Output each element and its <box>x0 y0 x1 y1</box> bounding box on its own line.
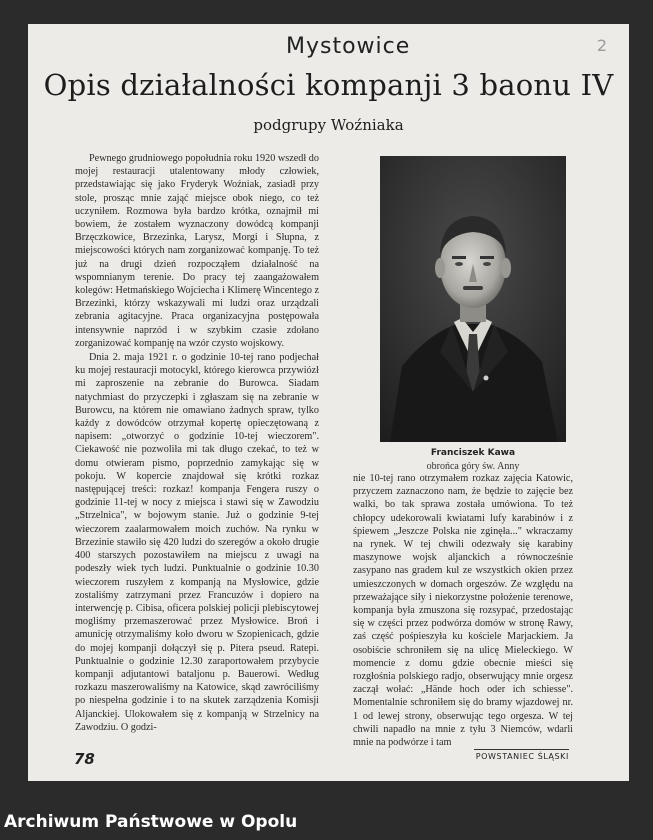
archive-label: Archiwum Państwowe w Opolu <box>4 812 298 832</box>
article-left-column <box>75 152 319 756</box>
portrait-image <box>380 156 566 442</box>
journal-name: POWSTANIEC ŚLĄSKI <box>475 752 569 761</box>
article-title: Opis działalności kompanji 3 baonu IV <box>43 68 614 102</box>
article-paragraph: nie 10-tej rano otrzymałem rozkaz zajęcia Katowic, przyczem zaznaczono nam, że będzie to zajęcie bez walki, bo tak sprawa została umówiona. To też chłopcy udekorowali kwiatami lufy karabinów i z śpiewem „Jeszcze Polska nie zginęła..." wkraczamy na rynek. W tej chwili odezwały się karabiny maszynowe wojsk aljanckich a równocześnie zasypano nas gradem kul ze wszystkich okien przez umieszczonych w domach orgeszów. Ze względu na przeważające siły i niekorzystne położenie terenowe, kompanja była zmuszona się rozsypać, przedostając się w części przez podwórza domów w stronę Rawy, zaś część pośpieszyła ku kościele Marjackiem. Ja osobiście schroniłem się na ulicę Mieleckiego. W momencie z domu gdzie obecnie mieści się rozgłośnia polskiego radjo, obserwujący mnie orgesz zaczął wołać: „Hände hoch oder ich schiesse". Momentalnie schroniłem się do bramy wjazdowej nr. 1 od lewej strony, obserwując tego orgesza. W tej chwili napadło na mnie z tyłu 3 Niemców, wdarli mnie na podwórze i tam <box>353 473 573 749</box>
article-paragraph: Dnia 2. maja 1921 r. o godzinie 10-tej rano podjechał ku mojej restauracji motocykl, którego kierowca przywiózł mi zaproszenie na zebranie do Burowca. Siadam natychmiast do przyczepki i zgłaszam się na zebranie w Burowcu, na którem nie omawiano żadnych spraw, tylko każdy z dowódców otrzymał kopertę opieczętowaną z napisem: „otworzyć o godzinie 10-tej wieczorem". Ciekawość nie pozwoliła mi tak długo czekać, to też w domu otwieram pismo, poprzednio zamykając się w pokoju. W kopercie znajdował się krótki rozkaz następującej treści: rozkaz! kompanja Fengera ruszy o godzinie 11-tej w nocy z miejsca i stawi się w Zawodziu „Strzelnica", w bojowym stanie. Już o godzinie 9-tej wieczorem zaalarmowałem moich zuchów. Na rynku w Brzezinie stawiło się 420 ludzi do szeregów a około drugie 400 starszych pozostawiłem na miejscu z uwagi na podeszły wiek tych ludzi. Punktualnie o godzinie 10.30 wieczorem ruszyłem z kompanją na Mysłowice, gdzie zostaliśmy zatrzymani przez Francuzów i dopiero na interwencję p. Cibisa, oficera polskiej policji plebiscytowej mogliśmy przemaszerować przez Mysłowice. Broń i amunicję otrzymaliśmy koło dworu w Szopienicach, gdzie do mojej kompanji dołączył się p. Pitera pseud. Ratepi. Punktualnie o godzinie 12.30 zaraportowałem przybycie kompanji adjutantowi bataljonu p. Bauerowi. Według rozkazu maszerowaliśmy na Katowice, skąd zawróciliśmy po niespełna godzinie i to na skutek zarządzenia Komisji Aljanckiej. Ulokowałem się z kompanją w Strzelnicy na Zawodziu. O godzi- <box>75 352 319 733</box>
footer-divider <box>474 749 569 750</box>
photo-caption-subtitle: obrońca góry św. Anny <box>426 461 520 472</box>
article-subtitle: podgrupy Woźniaka <box>253 116 404 134</box>
portrait-photo <box>380 156 566 442</box>
handwritten-note: Mystowice <box>286 34 411 59</box>
photo-caption-name: Franciszek Kawa <box>430 448 516 458</box>
document-page <box>28 24 629 781</box>
article-right-column <box>353 472 573 762</box>
article-paragraph: Pewnego grudniowego popołudnia roku 1920 wszedł do mojej restauracji utalentowany młody człowiek, przedstawiając się jako Fryderyk Woźniak, zasiadł przy stole, prosząc mnie zająć miejsce obok niego, co też uczyniłem. Rozmowa była bardzo krótka, oznajmił mi bowiem, że zostałem wyznaczony dowódcą kompanji Brzęczkowice, Brzezinka, Larysz, Morgi i Słupna, z miejscowości których nam zorganizować kompanję. To też już na drugi dzień rozpocząłem działalność na wspomnianym terenie. Do pracy tej zaangażowałem kolegów: Hetmańskiego Wojciecha i Klimerę Wincentego z Brzezinki, którzy wskazywali mi ludzi oraz urządzali zebrania agitacyjne. Praca organizacyjna postępowała intensywnie naprzód i w szybkim czasie zdołano zorganizować kompanję na wzór czysto wojskowy. <box>75 153 319 349</box>
pencil-mark: 2 <box>596 36 607 55</box>
page-number: 78 <box>74 750 95 768</box>
